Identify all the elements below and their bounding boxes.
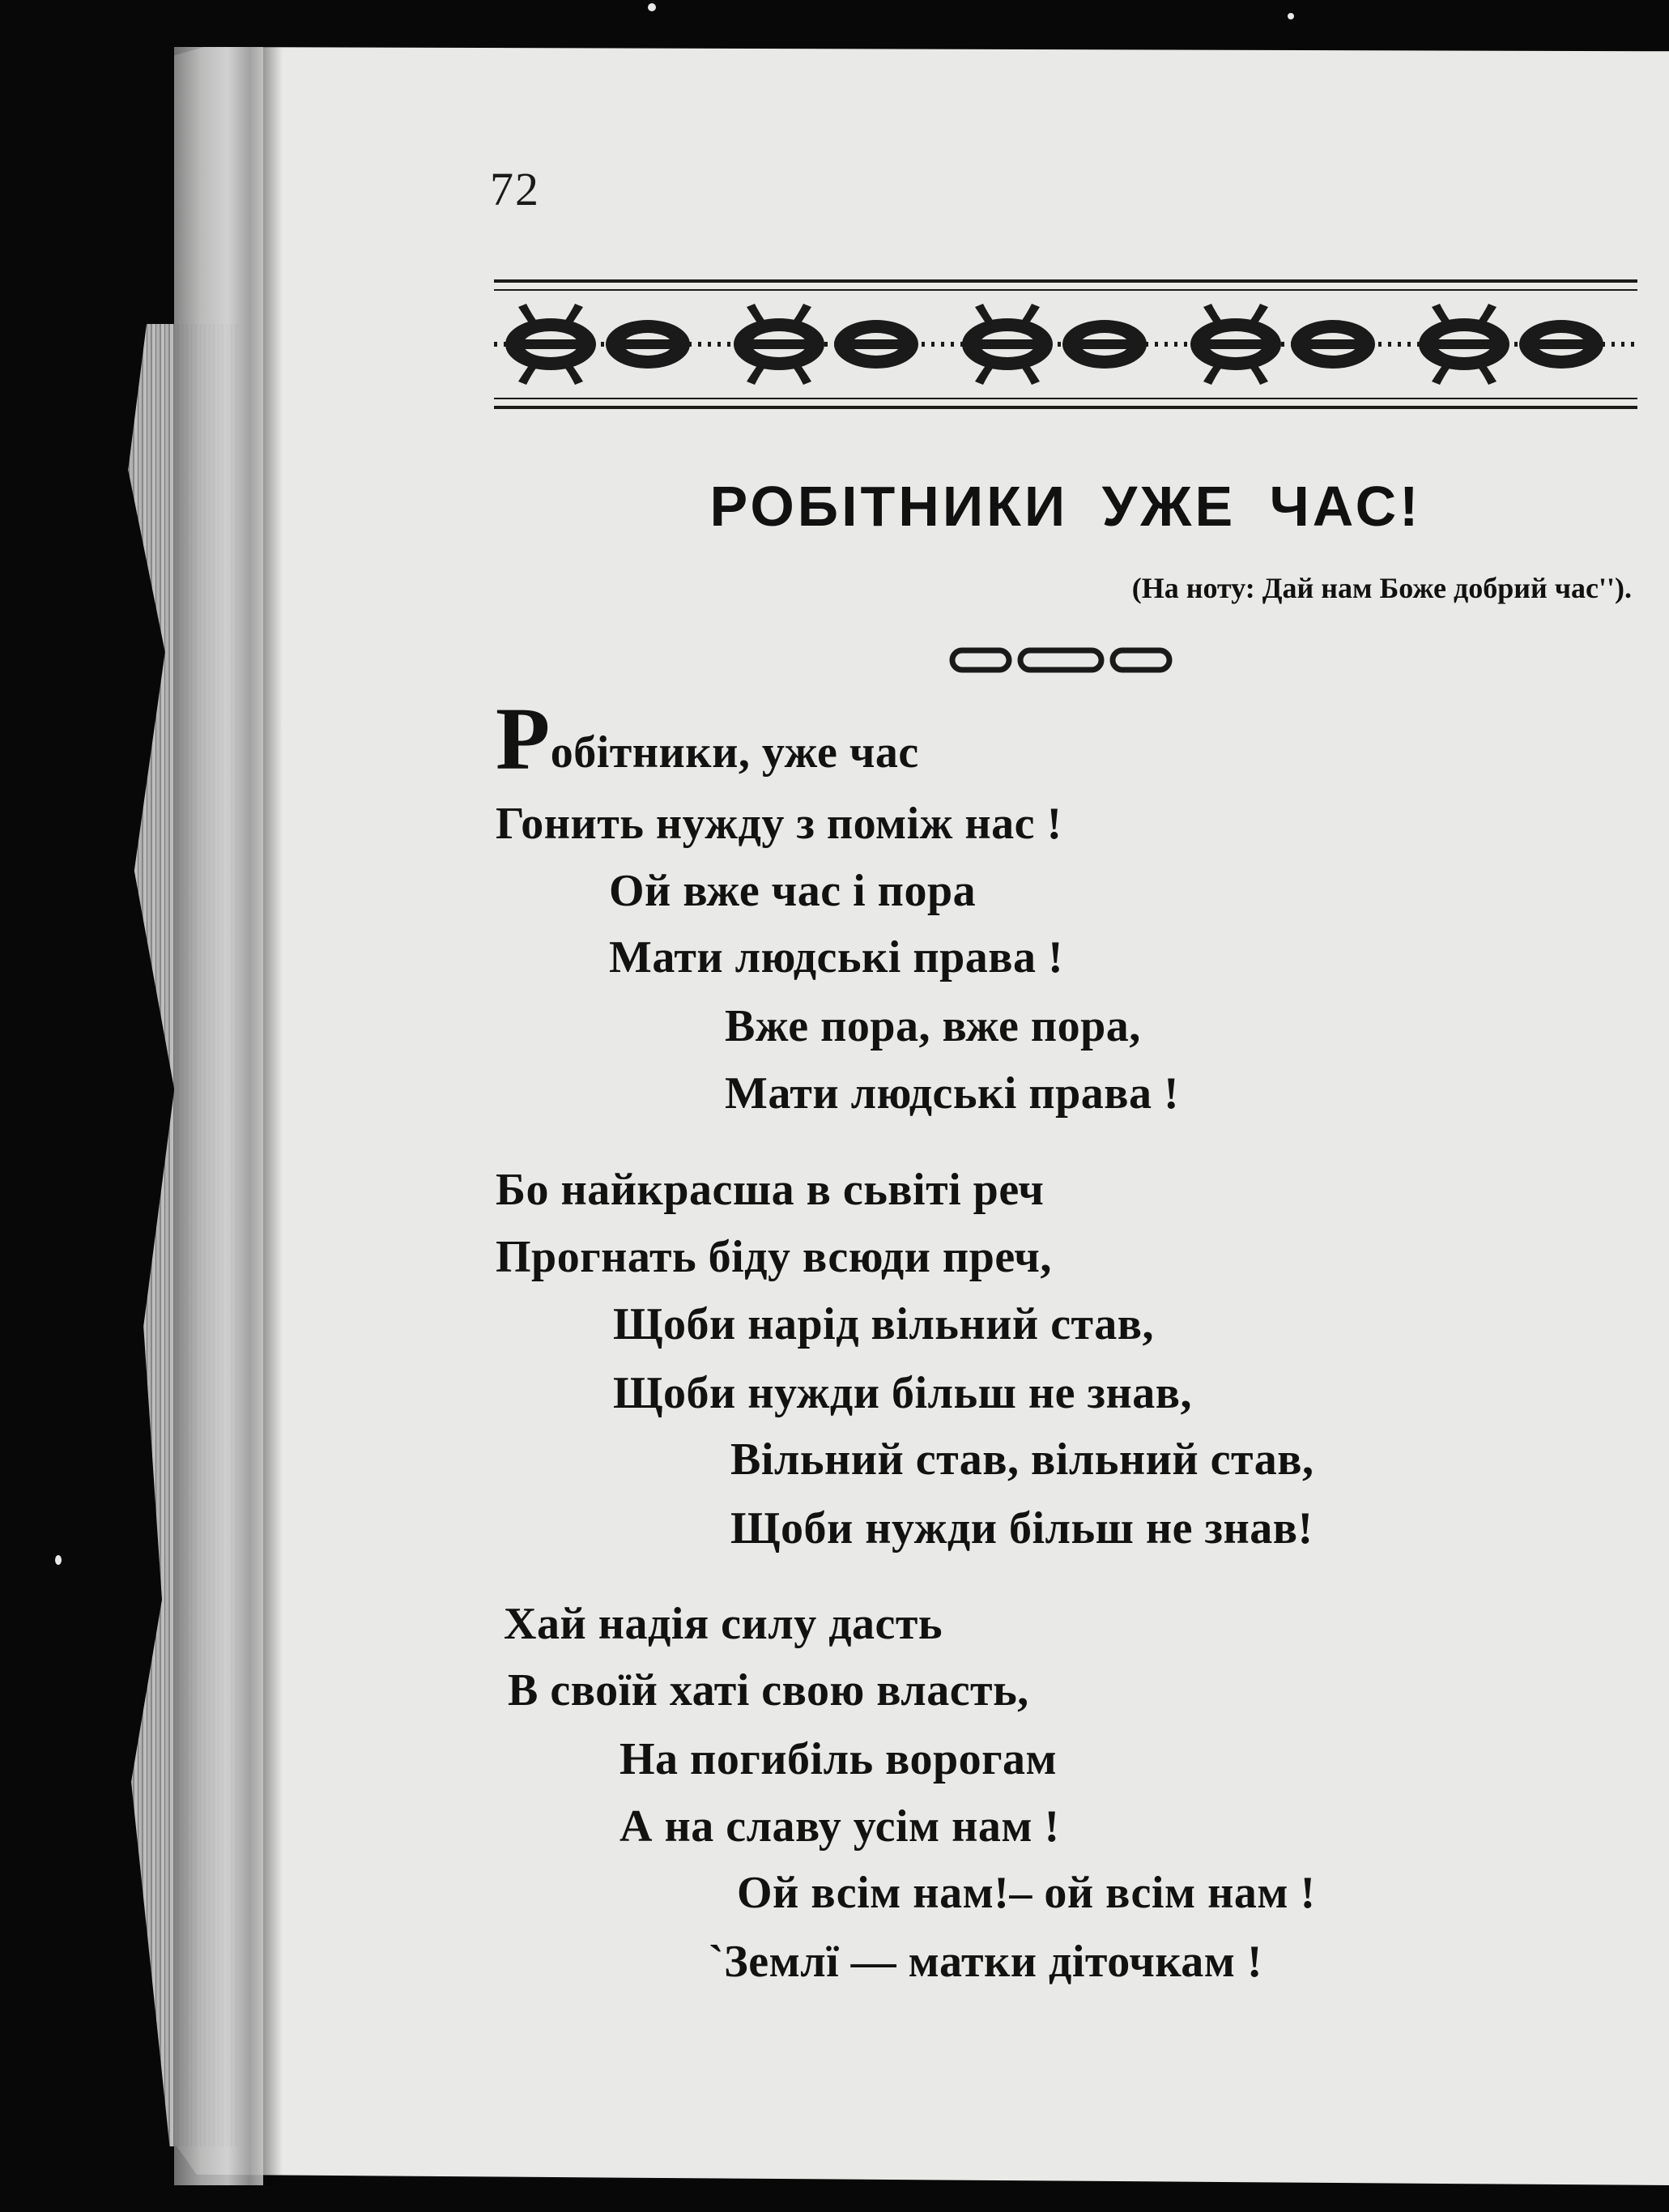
first-line-text: обітники, уже час <box>550 727 919 778</box>
verse-line: Вже пора, вже пора, <box>725 1001 1141 1051</box>
verse-line: Щоби нужди більш не знав! <box>730 1503 1313 1554</box>
page-number: 72 <box>490 163 540 215</box>
verse-line-first <box>496 689 919 788</box>
verse-line: В своїй хаті свою власть, <box>508 1665 1029 1715</box>
chain-link-divider-icon <box>947 644 1174 676</box>
spine-shadow <box>263 47 283 2185</box>
scan-speck <box>1288 13 1294 19</box>
braided-ornament-band-icon <box>494 271 1637 417</box>
scan-speck <box>55 1555 62 1565</box>
song-title: РОБІТНИКИ УЖЕ ЧАС! <box>709 475 1422 538</box>
verse-line: На погибіль ворогам <box>619 1734 1058 1784</box>
verse-line: Вільний став, вільний став, <box>730 1434 1314 1485</box>
verse-line: Хай надія силу дасть <box>504 1599 943 1649</box>
verse-line: Прогнать біду всюди преч, <box>496 1232 1052 1282</box>
verse-line: Щоби нужди більш не знав, <box>613 1368 1192 1418</box>
verse-line: Гонить нужду з поміж нас ! <box>496 799 1062 849</box>
verse-line: Ой всім нам!– ой всім нам ! <box>737 1868 1316 1918</box>
verse-line: Мати людські права ! <box>609 932 1064 982</box>
verse-line: `Землї — матки діточкам ! <box>709 1937 1263 1987</box>
verse-line: Ой вже час і пора <box>609 866 977 916</box>
song-subtitle: (На ноту: Дай нам Боже добрий час''). <box>1131 572 1632 604</box>
verse-line: Щоби нарід вільний став, <box>613 1299 1154 1349</box>
scan-speck <box>648 3 656 11</box>
drop-cap: Р <box>496 689 551 788</box>
verse-line: А на славу усім нам ! <box>619 1801 1060 1852</box>
book-spine <box>174 47 263 2185</box>
verse-line: Мати людські права ! <box>725 1068 1180 1119</box>
verse-line: Бо найкрасша в сьвіті реч <box>496 1165 1045 1215</box>
